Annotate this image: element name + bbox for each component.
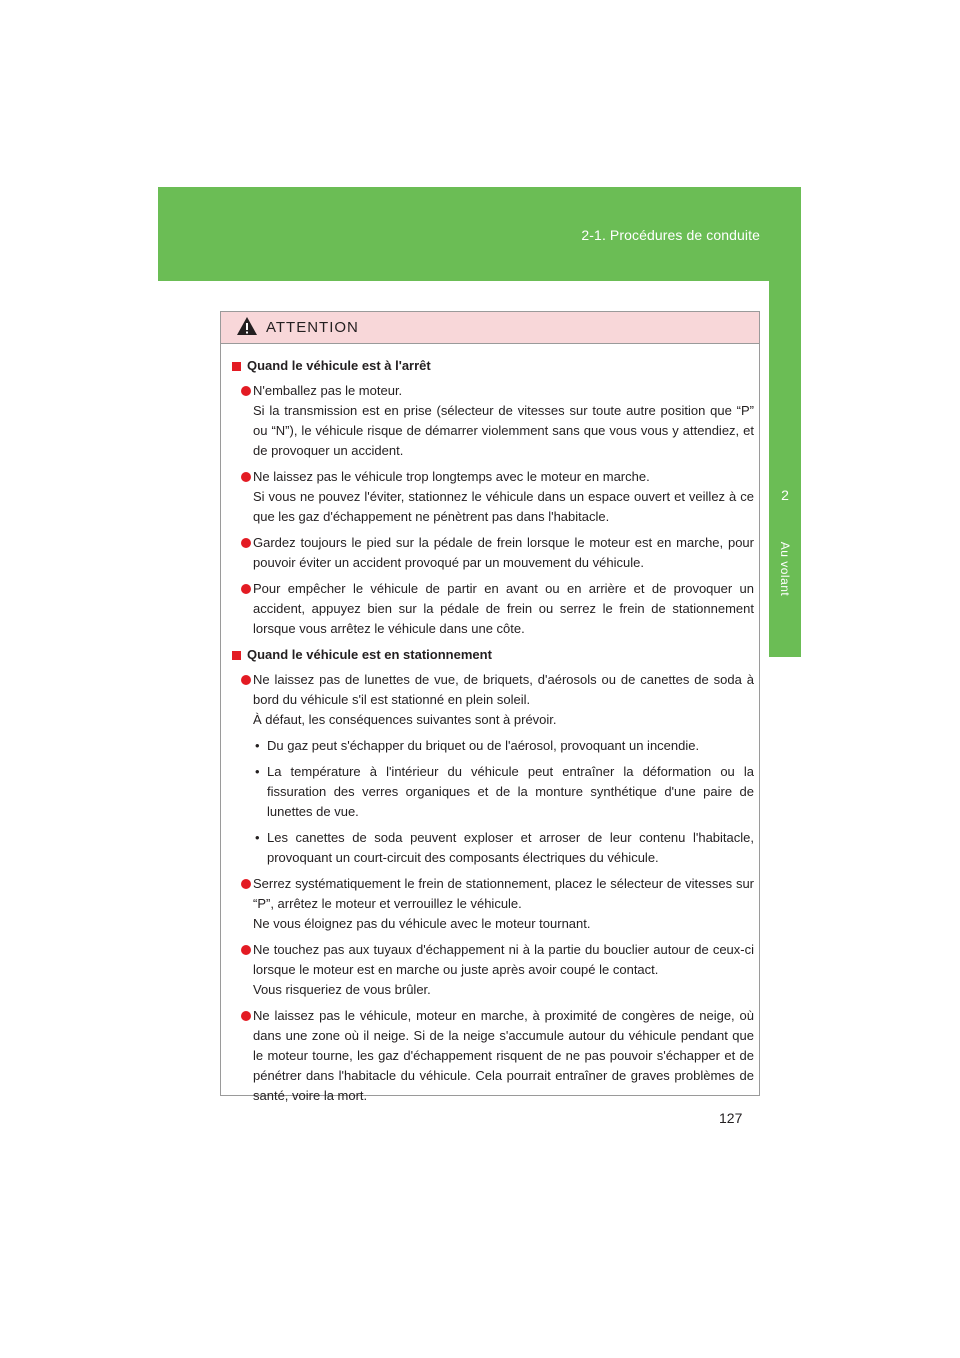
warning-item-line: Vous risqueriez de vous brûler. <box>253 982 431 997</box>
warning-item-line: Ne vous éloignez pas du véhicule avec le moteur tournant. <box>253 916 591 931</box>
red-square-bullet-icon <box>232 651 241 660</box>
page-number: 127 <box>719 1110 743 1126</box>
chapter-side-tab <box>769 281 801 657</box>
red-circle-bullet-icon <box>241 386 251 396</box>
red-circle-bullet-icon <box>241 675 251 685</box>
sub-bullet-text: La température à l'intérieur du véhicule peut entraîner la déformation ou la fissuration des verres organiques et de la monture synthétique d'une paire de lunettes de vue. <box>267 764 754 819</box>
sub-bullet-text: Du gaz peut s'échapper du briquet ou de l'aérosol, provoquant un incendie. <box>267 738 700 753</box>
warning-item-line: Gardez toujours le pied sur la pédale de frein lorsque le moteur est en marche, pour pouvoir éviter un accident provoqué par un mouvement du véhicule. <box>253 535 754 570</box>
warning-item <box>231 381 754 461</box>
warning-item-text <box>253 467 754 527</box>
warning-item <box>231 533 754 573</box>
warning-triangle-icon <box>236 316 258 336</box>
chapter-section-title: 2-1. Procédures de conduite <box>581 227 760 243</box>
warning-item <box>231 1006 754 1106</box>
sub-bullet-item <box>253 736 754 756</box>
warning-section <box>231 356 754 639</box>
warning-item-line: Ne touchez pas aux tuyaux d'échappement ni à la partie du bouclier autour de ceux-ci lorsque le moteur est en marche ou juste après avoir coupé le contact. <box>253 942 754 977</box>
warning-item <box>231 670 754 868</box>
warning-box <box>220 311 760 1103</box>
warning-item <box>231 940 754 1000</box>
warning-item-text <box>253 940 754 1000</box>
warning-item-text <box>253 533 754 573</box>
warning-item-line: Si vous ne pouvez l'éviter, stationnez le véhicule dans un espace ouvert et veillez à ce que les gaz d'échappement ne pénètrent pas dans l'habitacle. <box>253 489 754 524</box>
section-title <box>231 356 754 376</box>
small-bullet-icon: • <box>255 830 260 845</box>
chapter-header-band <box>158 187 801 281</box>
section-title-text: Quand le véhicule est en stationnement <box>247 647 492 662</box>
red-circle-bullet-icon <box>241 879 251 889</box>
section-title <box>231 645 754 665</box>
sub-bullet-text: Les canettes de soda peuvent exploser et arroser de leur contenu l'habitacle, provoquant un court-circuit des composants électriques du véhicule. <box>267 830 754 865</box>
warning-item-text <box>253 579 754 639</box>
sub-bullet-item <box>253 828 754 868</box>
warning-item-line: Serrez systématiquement le frein de stationnement, placez le sélecteur de vitesses sur “P”, arrêtez le moteur et verrouillez le véhicule. <box>253 876 754 911</box>
red-square-bullet-icon <box>232 362 241 371</box>
warning-item-line: Pour empêcher le véhicule de partir en avant ou en arrière et de provoquer un accident, appuyez bien sur la pédale de frein ou serrez le frein de stationnement lorsque vous arrêtez le véhicule dans une côte. <box>253 581 754 636</box>
warning-item-line: Ne laissez pas le véhicule, moteur en marche, à proximité de congères de neige, où dans une zone où il neige. Si de la neige s'accumule autour du véhicule pendant que le moteur tourne, les gaz d'échappement risquent de ne pas pouvoir s'échapper et de pénétrer dans l'habitacle du véhicule. Cela pourrait entraîner de graves problèmes de santé, voire la mort. <box>253 1008 754 1103</box>
sub-bullet-item <box>253 762 754 822</box>
warning-item-text <box>253 670 754 730</box>
warning-item-line: Ne laissez pas de lunettes de vue, de briquets, d'aérosols ou de canettes de soda à bord du véhicule s'il est stationné en plein soleil. <box>253 672 754 707</box>
warning-item-text <box>253 874 754 934</box>
warning-item-text <box>253 1006 754 1106</box>
warning-header <box>221 312 759 344</box>
chapter-label: Au volant <box>778 541 792 597</box>
red-circle-bullet-icon <box>241 538 251 548</box>
small-bullet-icon: • <box>255 764 260 779</box>
chapter-number: 2 <box>781 487 789 503</box>
warning-item-line: Si la transmission est en prise (sélecteur de vitesses sur toute autre position que “P” ou “N”), le véhicule risque de démarrer violemment sans que vous vous y attendiez, et de provoquer un accident. <box>253 403 754 458</box>
warning-item-line: À défaut, les conséquences suivantes sont à prévoir. <box>253 712 557 727</box>
warning-item-line: N'emballez pas le moteur. <box>253 383 403 398</box>
red-circle-bullet-icon <box>241 472 251 482</box>
chapter-label-container <box>771 529 799 609</box>
red-circle-bullet-icon <box>241 1011 251 1021</box>
warning-section <box>231 645 754 1106</box>
section-title-text: Quand le véhicule est à l'arrêt <box>247 358 431 373</box>
warning-item <box>231 467 754 527</box>
small-bullet-icon: • <box>255 738 260 753</box>
red-circle-bullet-icon <box>241 584 251 594</box>
red-circle-bullet-icon <box>241 945 251 955</box>
warning-item <box>231 579 754 639</box>
warning-title: ATTENTION <box>266 319 359 336</box>
warning-item-text <box>253 381 754 461</box>
warning-item <box>231 874 754 934</box>
warning-item-line: Ne laissez pas le véhicule trop longtemps avec le moteur en marche. <box>253 469 650 484</box>
warning-content <box>221 344 759 1106</box>
